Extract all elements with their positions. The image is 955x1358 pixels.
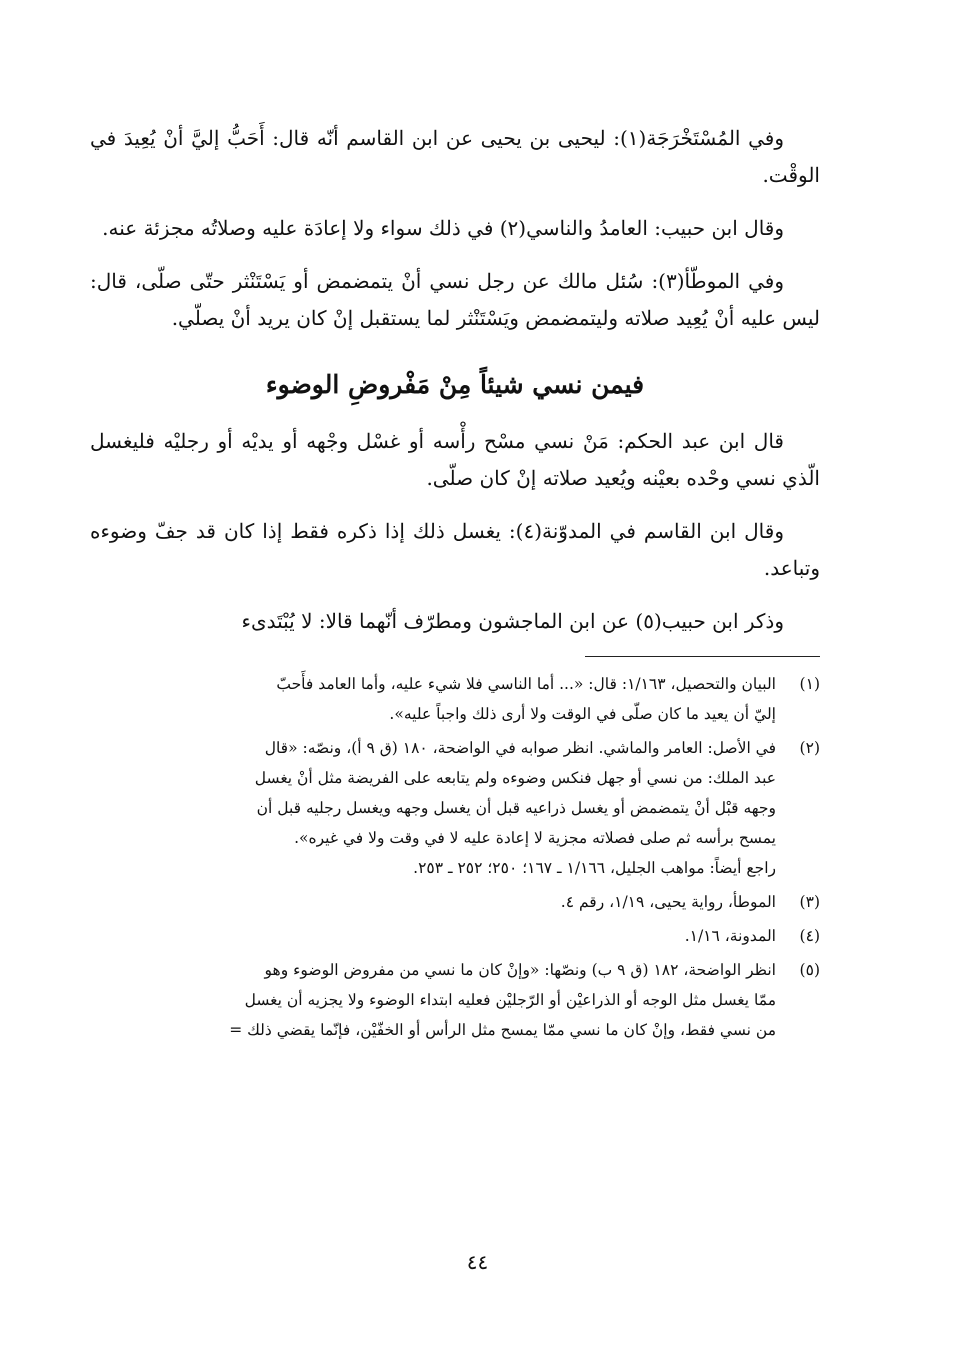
footnote-line: عبد الملك: من نسي أو جهل فنكس وضوءه ولم يتابعه على الفريضة مثل أنْ يغسل	[254, 769, 776, 787]
footnote-number: (٥)	[799, 961, 820, 979]
footnote-5	[90, 955, 820, 1045]
footnote-line: راجع أيضاً: مواهب الجليل، ١/١٦٦ ـ ١٦٧؛ ٢٥٠؛ ٢٥٢ ـ ٢٥٣.	[413, 859, 776, 877]
footnote-number: (٢)	[799, 739, 820, 757]
footnote-2	[90, 733, 820, 883]
footnote-text	[90, 733, 776, 883]
paragraph-ibn-habib: وقال ابن حبيب: العامدُ والناسي(٢) في ذلك سواء ولا إعادَة عليه وصلاتُه مجزئة عنه.	[102, 216, 784, 240]
footnote-line: البيان والتحصيل، ١/١٦٣: قال: «... أما الناسي فلا شيء عليه، وأما العامد فأَحبّ	[276, 675, 776, 693]
footnote-divider	[585, 656, 820, 657]
footnote-line: وجهه قبْل أنْ يتمضمض أو يغسل ذراعيه قبل أن يغسل وجهه ويغسل رجليه قبل أن	[256, 799, 776, 817]
footnote-line: انظر الواضحة، ١٨٢ (ق ٩ ب) ونصّها: «وإنْ كان ما نسي من مفروض الوضوء وهو	[264, 961, 776, 979]
page-body	[90, 120, 820, 1049]
section-heading: فيمن نسي شيئاً مِنْ مَفْروضِ الوضوء	[265, 370, 645, 399]
footnote-number: (٣)	[799, 893, 820, 911]
footnote-line: إليّ أن يعيد ما كان صلّى في الوقت ولا أرى ذلك واجباً عليه».	[389, 705, 776, 723]
footnote-4	[90, 921, 820, 951]
paragraph-ibn-abd-alhakam: قال ابن عبد الحكم: مَنْ نسي مسْح رأْسه أو غسْل وجْهه أو يديْه أو رجليْه فليغسل الّذي نسي وحْده بعيْنه ويُعيد صلاته إنْ كان صلّى.	[90, 429, 820, 490]
paragraph-muwatta: وفي الموطّأ(٣): سُئل مالك عن رجل نسي أنْ يتمضمض أو يَسْتَنْثر حتّى صلّى، قال: ليس عليه أنْ يُعِيد صلاته وليتمضمض ويَسْتَنْثر لما يستقبل إنْ كان يريد أنْ يصلّي.	[90, 269, 820, 330]
footnote-line: من نسي فقط، وإنْ كان ما نسي ممّا يمسح مثل الرأس أو الخفّيْن، فإنّما يقضي ذلك =	[229, 1021, 776, 1039]
footnote-3	[90, 887, 820, 917]
footnote-line: ممّا يغسل مثل الوجه أو الذراعيْن أو الرّجليْن فعليه ابتداء الوضوء ولا يجزيه أن يغسل	[244, 991, 776, 1009]
footnote-line: يمسح برأسه ثم صلى فصلاته مجزية لا إعادة عليه لا في وقت ولا في غيره».	[294, 829, 776, 847]
footnote-text	[90, 669, 776, 729]
footnote-number: (٤)	[799, 927, 820, 945]
footnote-number: (١)	[799, 675, 820, 693]
paragraph-ibn-majishun: وذكر ابن حبيب(٥) عن ابن الماجشون ومطرّف أنّهما قالا: لا يُبْتَدىء	[241, 609, 784, 633]
footnote-line: الموطأ، رواية يحيى، ١/١٩، رقم ٤.	[560, 893, 776, 911]
footnote-line: المدونة، ١/١٦.	[684, 927, 776, 945]
footnote-1	[90, 669, 820, 729]
footnote-text	[90, 887, 776, 917]
footnote-text	[90, 955, 776, 1045]
paragraph-mudawwana: وقال ابن القاسم في المدوّنة(٤): يغسل ذلك إذا ذكره فقط إذا كان قد جفّ وضوءه وتباعد.	[90, 519, 820, 580]
footnote-line: في الأصل: العامر والماشي. انظر صوابه في الواضحة، ١٨٠ (ق ٩ أ)، ونصّه: «قال	[264, 739, 776, 757]
footnote-text	[90, 921, 776, 951]
paragraph-mustakhraja: وفي المُسْتَخْرَجَة(١): ليحيى بن يحيى عن ابن القاسم أنّه قال: أَحَبُّ إليَّ أنْ يُعِيدَ في الوقْت.	[90, 126, 820, 187]
page-number: ٤٤	[466, 1250, 489, 1274]
